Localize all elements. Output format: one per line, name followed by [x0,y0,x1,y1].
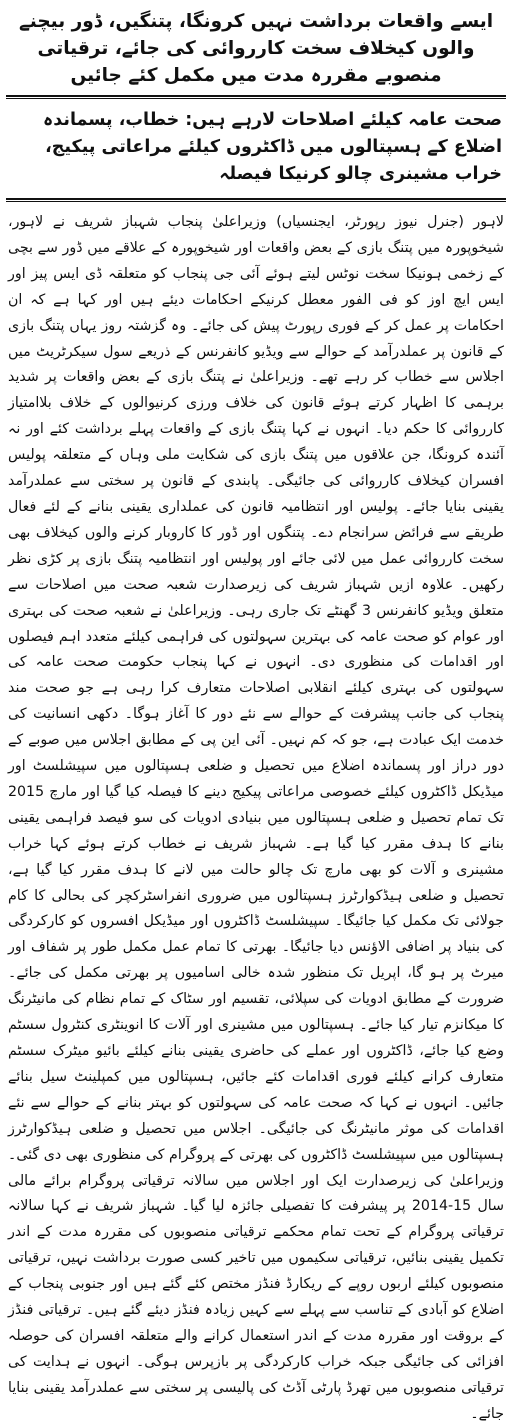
subheadline: صحت عامہ کیلئے اصلاحات لارہے ہیں: خطاب، پسماندہ اضلاع کے ہسپتالوں میں ڈاکٹروں کیلئے مراعاتی پیکیج، خراب مشینری چالو کرنیکا فیصلہ [43,110,502,184]
headline-divider [6,95,506,97]
article-body: لاہور (جنرل نیوز رپورٹر، ایجنسیاں) وزیراعلیٰ پنجاب شہباز شریف نے لاہور، شیخوپورہ میں پتنگ بازی کے بعض واقعات اور شیخوپورہ کے علاقے میں ڈور سے بچی کے زخمی ہونیکا سخت نوٹس لیتے ہوئے آئی جی پنجاب کو متعلقہ ڈی ایس پیز اور ایس ایچ اوز کو فی الفور معطل کرنیکے احکامات دیئے ہیں اور کہا ہے کہ ان احکامات پر عمل کر کے فوری رپورٹ پیش کی جائے۔ وہ گزشتہ روز یہاں پتنگ بازی کے قانون پر عملدرآمد کے حوالے سے ویڈیو کانفرنس کے ذریعے سول سیکرٹریٹ میں اجلاس سے خطاب کر رہے تھے۔ وزیراعلیٰ نے پتنگ بازی کے بعض واقعات پر شدید برہمی کا اظہار کرتے ہوئے قانون کی خلاف ورزی کرنیوالوں کے خلاف بلاامتیاز کارروائی کا حکم دیا۔ انہوں نے کہا پتنگ بازی کے واقعات پہلے برداشت کئے اور نہ آئندہ کرونگا، جن علاقوں میں پتنگ بازی کی شکایت ملی وہاں کے متعلقہ پولیس افسران کیخلاف کارروائی کی جائیگی۔ پابندی کے قانون پر سختی سے عملدرآمد یقینی بنایا جائے۔ پولیس اور انتظامیہ قانون کی عملداری یقینی بنانے کے لئے فعال طریقے سے فرائض سرانجام دے۔ پتنگوں اور ڈور کا کاروبار کرنے والوں کیخلاف بھی سخت کارروائی عمل میں لائی جائے اور پولیس اور انتظامیہ پتنگ بازی پر کڑی نظر رکھیں۔ علاوہ ازیں شہباز شریف کی زیرصدارت شعبہ صحت میں اصلاحات سے متعلق ویڈیو کانفرنس 3 گھنٹے تک جاری رہی۔ وزیراعلیٰ نے شعبہ صحت کی بہتری اور عوام کو صحت عامہ کی بہترین سہولتوں کی فراہمی کیلئے متعدد اہم فیصلوں اور اقدامات کی منظوری دی۔ انہوں نے کہا پنجاب حکومت صحت عامہ کی سہولتوں کی بہتری کیلئے انقلابی اصلاحات متعارف کرا رہی ہے جو صحت مند پنجاب کی جانب پیشرفت کے حوالے سے نئے دور کا آغاز ہوگا۔ دکھی انسانیت کی خدمت ایک عبادت ہے، جو کہ کم نہیں۔ آئی این پی کے مطابق اجلاس میں صوبے کے دور دراز اور پسماندہ اضلاع میں تحصیل و ضلعی ہسپتالوں میں سپیشلسٹ اور میڈیکل ڈاکٹروں کیلئے خصوصی مراعاتی پیکیج دینے کا فیصلہ کیا گیا اور مارچ 2015 تک تمام تحصیل و ضلعی ہسپتالوں میں بنیادی ادویات کی سو فیصد فراہمی یقینی بنانے کا ہدف مقرر کیا گیا ہے۔ شہباز شریف نے خطاب کرتے ہوئے کہا خراب مشینری و آلات کو بھی مارچ تک چالو حالت میں لانے کا ہدف مقرر کیا گیا ہے، تحصیل و ضلعی ہیڈکوارٹرز ہسپتالوں میں ضروری انفراسٹرکچر کی بحالی کا کام جولائی تک مکمل کیا جائیگا۔ سپیشلسٹ ڈاکٹروں اور میڈیکل افسروں کو کارکردگی کی بنیاد پر اضافی الاؤنس دیا جائیگا۔ بھرتی کا تمام عمل مکمل طور پر شفاف اور میرٹ پر ہو گا، اپریل تک منظور شدہ خالی اسامیوں پر بھرتی مکمل کی جائے۔ ضرورت کے مطابق ادویات کی سپلائی، تقسیم اور سٹاک کے تمام نظام کی مانیٹرنگ کا میکانزم تیار کیا جائے۔ ہسپتالوں میں مشینری اور آلات کا انوینٹری کنٹرول سسٹم وضع کیا جائے، ڈاکٹروں اور عملے کی حاضری یقینی بنانے کیلئے بائیو میٹرک سسٹم متعارف کرانے کیلئے فوری اقدامات کئے جائیں، ہسپتالوں میں کمپلینٹ سیل بنائے جائیں۔ انہوں نے کہا کہ صحت عامہ کی سہولتوں کو بہتر بنانے کے حوالے سے نئے اقدامات کی موثر مانیٹرنگ کی جائیگی۔ اجلاس میں تحصیل و ضلعی ہیڈکوارٹرز ہسپتالوں میں سپیشلسٹ ڈاکٹروں کی بھرتی کے پروگرام کی منظوری بھی دی گئی۔ وزیراعلیٰ کی زیرصدارت ایک اور اجلاس میں سالانہ ترقیاتی پروگرام برائے مالی سال 15-2014 پر پیشرفت کا تفصیلی جائزہ لیا گیا۔ شہباز شریف نے کہا سالانہ ترقیاتی پروگرام کے تحت تمام محکمے ترقیاتی منصوبوں کی مقررہ مدت کے اندر تکمیل یقینی بنائیں، ترقیاتی سکیموں میں تاخیر کسی صورت برداشت نہیں، ترقیاتی منصوبوں کیلئے اربوں روپے کے ریکارڈ فنڈز مختص کئے گئے ہیں اور جنوبی پنجاب کے اضلاع کو آبادی کے تناسب سے پہلے سے کہیں زیادہ فنڈز دیئے گئے ہیں۔ ترقیاتی فنڈز کے بروقت اور مقررہ مدت کے اندر استعمال کرانے والے متعلقہ افسران کی حوصلہ افزائی کی جائیگی جبکہ خراب کارکردگی پر بازپرس ہوگی۔ انہوں نے ہدایت کی ترقیاتی منصوبوں میں تھرڈ پارٹی آڈٹ کی پالیسی پر سختی سے عملدرآمد یقینی بنایا جائے۔ [8,214,505,1422]
headline: ایسے واقعات برداشت نہیں کرونگا، پتنگیں، ڈور بیچنے والوں کیخلاف سخت کارروائی کی جائے، ترقیاتی منصوبے مقررہ مدت میں مکمل کئے جائیں [18,11,494,86]
subheadline-divider [6,198,506,200]
